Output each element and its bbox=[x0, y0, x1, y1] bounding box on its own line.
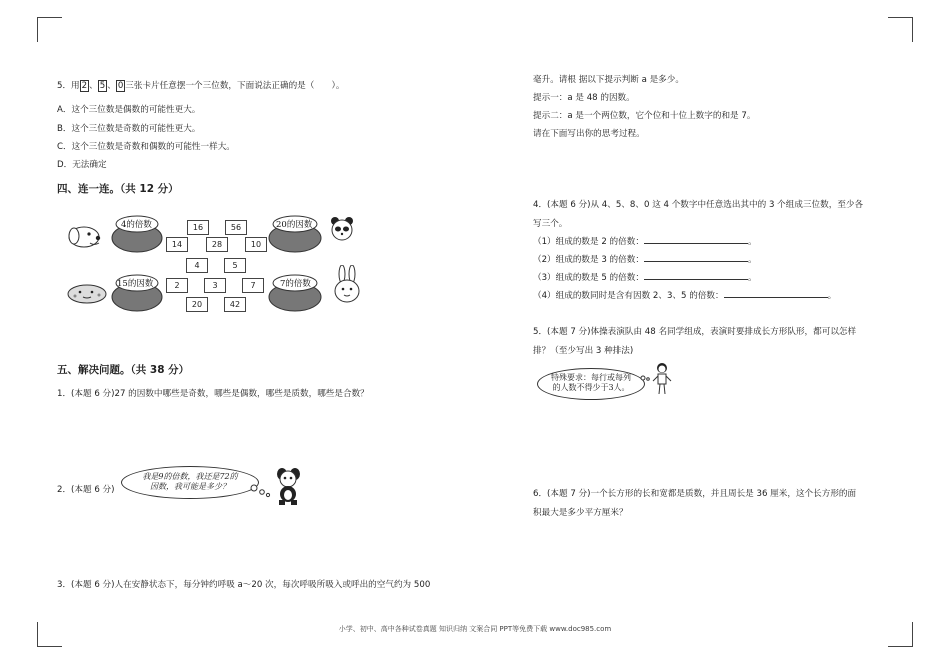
section-5-title: 五、解决问题。（共 38 分） bbox=[57, 364, 190, 376]
dog-icon bbox=[64, 222, 108, 250]
hint-1: 提示一：a 是 48 的因数。 bbox=[533, 93, 635, 103]
instruction: 请在下面写出你的思考过程。 bbox=[533, 129, 645, 139]
answer-blank[interactable] bbox=[644, 279, 748, 280]
problem-4-line-2: 写三个。 bbox=[533, 219, 568, 229]
thought-dots-icon bbox=[250, 484, 272, 498]
number-card: 0 bbox=[117, 81, 124, 91]
pot-factors-of-15 bbox=[111, 272, 163, 316]
pot-multiples-of-7 bbox=[268, 272, 323, 316]
answer-blank[interactable] bbox=[724, 297, 828, 298]
number-box: 10 bbox=[245, 237, 267, 252]
problem-3-continued: 毫升。请根 据以下提示判断 a 是多少。 bbox=[533, 75, 684, 85]
section-4-title: 四、连一连。（共 12 分） bbox=[57, 183, 179, 195]
pot-factors-of-20 bbox=[268, 213, 323, 257]
pot-multiples-of-4 bbox=[111, 213, 163, 257]
answer-blank[interactable] bbox=[644, 243, 748, 244]
thought-bubble: 我是9的倍数，我还是72的 因数，我可能是多少？ bbox=[121, 466, 259, 499]
number-box: 42 bbox=[224, 297, 246, 312]
problem-4-line-1: 4．(本题 6 分)从 4、5、8、0 这 4 个数字中任意选出其中的 3 个组成三位数，至少各 bbox=[533, 200, 864, 210]
crop-mark-top-right bbox=[888, 17, 913, 42]
q5-option-b: B．这个三位数是奇数的可能性更大。 bbox=[57, 124, 201, 134]
crop-mark-top-left bbox=[37, 17, 62, 42]
problem-4-item-3: （3）组成的数是 5 的倍数： 。 bbox=[533, 273, 757, 283]
number-box: 3 bbox=[204, 278, 226, 293]
puppy-icon bbox=[272, 466, 304, 506]
number-box: 5 bbox=[224, 258, 246, 273]
hint-2: 提示二：a 是一个两位数，它个位和十位上数字的和是 7。 bbox=[533, 111, 756, 121]
q5-stem: 5．用 2 、 5 、 0 三张卡片任意摆一个三位数，下面说法正确的是（ ）。 bbox=[57, 81, 345, 91]
number-box: 56 bbox=[225, 220, 247, 235]
answer-blank[interactable] bbox=[644, 261, 748, 262]
number-card: 5 bbox=[99, 81, 106, 91]
number-box: 2 bbox=[166, 278, 188, 293]
number-box: 16 bbox=[187, 220, 209, 235]
pot-label: 4的倍数 bbox=[121, 220, 152, 230]
pot-label: 15的因数 bbox=[117, 279, 154, 289]
requirement-bubble: 特殊要求：每行或每列 的人数不得少于3人。 bbox=[537, 368, 645, 400]
q5-option-a: A．这个三位数是偶数的可能性更大。 bbox=[57, 105, 201, 115]
problem-2: 2．(本题 6 分) bbox=[57, 485, 115, 495]
problem-5-line-1: 5．(本题 7 分)体操表演队由 48 名同学组成，表演时要排成长方形队形，都可以怎样 bbox=[533, 327, 857, 337]
problem-4-item-2: （2）组成的数是 3 的倍数： 。 bbox=[533, 255, 757, 265]
q5-option-d: D．无法确定 bbox=[57, 160, 107, 170]
cat-icon bbox=[66, 282, 108, 304]
pot-label: 7的倍数 bbox=[280, 279, 311, 289]
panda-icon bbox=[327, 214, 357, 244]
number-box: 20 bbox=[186, 297, 208, 312]
child-figure-icon bbox=[652, 362, 672, 396]
problem-4-item-1: （1）组成的数是 2 的倍数： 。 bbox=[533, 237, 757, 247]
problem-1: 1．(本题 6 分)27 的因数中哪些是奇数，哪些是偶数，哪些是质数，哪些是合数？ bbox=[57, 389, 369, 399]
problem-4-item-4: （4）组成的数同时是含有因数 2、3、5 的倍数： 。 bbox=[533, 291, 837, 301]
pot-label: 20的因数 bbox=[276, 220, 313, 230]
problem-6-line-1: 6．(本题 7 分)一个长方形的长和宽都是质数，并且周长是 36 厘米，这个长方形的面 bbox=[533, 489, 857, 499]
number-box: 4 bbox=[186, 258, 208, 273]
q5-option-c: C．这个三位数是奇数和偶数的可能性一样大。 bbox=[57, 142, 235, 152]
number-box: 7 bbox=[242, 278, 264, 293]
page-footer: 小学、初中、高中各种试卷真题 知识归纳 文案合同 PPT等免费下载 www.doc985.com bbox=[338, 625, 612, 633]
number-card: 2 bbox=[81, 81, 88, 91]
rabbit-icon bbox=[330, 265, 366, 305]
number-box: 28 bbox=[206, 237, 228, 252]
number-box: 14 bbox=[166, 237, 188, 252]
problem-6-line-2: 积最大是多少平方厘米？ bbox=[533, 508, 628, 518]
problem-5-line-2: 排？（至少写出 3 种排法) bbox=[533, 346, 634, 356]
bubble-dots-icon bbox=[640, 374, 650, 382]
problem-3: 3．(本题 6 分)人在安静状态下，每分钟约呼吸 a～20 次，每次呼吸所吸入或呼出的空气约为 500 bbox=[57, 580, 431, 590]
